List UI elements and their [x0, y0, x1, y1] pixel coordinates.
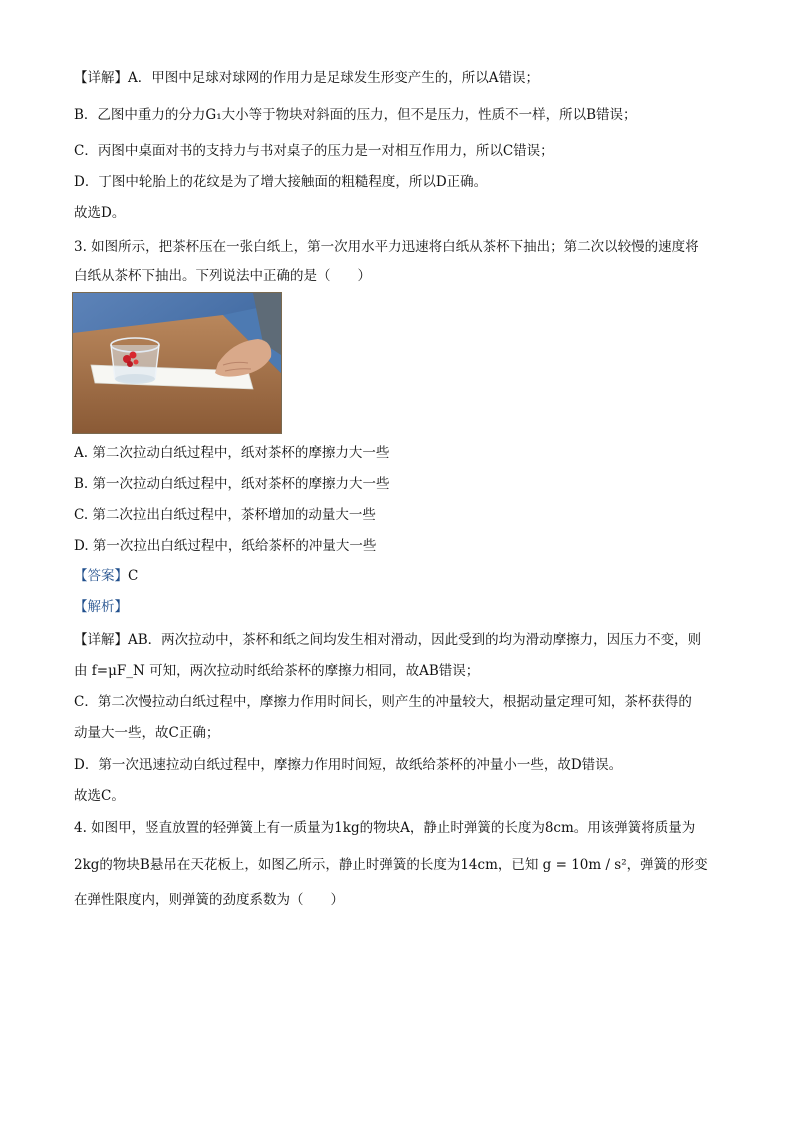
q3-stem-line1: 3. 如图所示，把茶杯压在一张白纸上，第一次用水平力迅速将白纸从茶杯下抽出；第二次以较慢的速度将: [74, 239, 699, 255]
answer-value: C: [128, 568, 139, 584]
q2-explain-c: C．丙图中桌面对书的支持力与书对桌子的压力是一对相互作用力，所以C错误；: [74, 143, 554, 159]
q2-explain-b: B．乙图中重力的分力G₁大小等于物块对斜面的压力，但不是压力，性质不一样，所以B错误；: [74, 107, 637, 123]
q3-explain-ab-line1: 【详解】AB．两次拉动中，茶杯和纸之间均发生相对滑动，因此受到的均为滑动摩擦力，因压力不变，则: [74, 632, 702, 648]
answer-label: 【答案】: [74, 568, 128, 584]
tea-cup-paper-illustration: [73, 293, 281, 433]
tea-cup-paper-photo: [72, 292, 282, 434]
q3-explain-c-line1: C．第二次慢拉动白纸过程中，摩擦力作用时间长，则产生的冲量较大，根据动量定理可知，茶杯获得的: [74, 694, 692, 710]
q3-option-a: A. 第二次拉动白纸过程中，纸对茶杯的摩擦力大一些: [74, 445, 390, 461]
q3-analysis-heading: [74, 597, 734, 617]
q3-explain-ab-line2: 由 f=μF_N 可知，两次拉动时纸给茶杯的摩擦力相同，故AB错误；: [74, 663, 480, 679]
q2-conclusion: 故选D。: [74, 205, 126, 221]
q3-option-b: B. 第一次拉动白纸过程中，纸对茶杯的摩擦力大一些: [74, 476, 390, 492]
q3-explain-d: D．第一次迅速拉动白纸过程中，摩擦力作用时间短，故纸给茶杯的冲量小一些，故D错误。: [74, 757, 623, 773]
q3-stem-line2: 白纸从茶杯下抽出。下列说法中正确的是（ ）: [74, 268, 371, 284]
q2-explain-a: 【详解】A．甲图中足球对球网的作用力是足球发生形变产生的，所以A错误；: [74, 70, 539, 86]
q3-option-d: D. 第一次拉出白纸过程中，纸给茶杯的冲量大一些: [74, 538, 377, 554]
q3-conclusion: 故选C。: [74, 788, 125, 804]
q3-answer: [74, 566, 734, 586]
q4-stem-line3: 在弹性限度内，则弹簧的劲度系数为（ ）: [74, 892, 344, 908]
q3-explain-c-line2: 动量大一些，故C正确；: [74, 725, 220, 741]
q4-stem-line1: 4. 如图甲，竖直放置的轻弹簧上有一质量为1kg的物块A，静止时弹簧的长度为8cm。用该弹簧将质量为: [74, 820, 696, 836]
q2-explain-d: D．丁图中轮胎上的花纹是为了增大接触面的粗糙程度，所以D正确。: [74, 174, 488, 190]
analysis-label: 【解析】: [74, 599, 128, 615]
q3-option-c: C. 第二次拉出白纸过程中，茶杯增加的动量大一些: [74, 507, 376, 523]
q4-stem-line2: 2kg的物块B悬吊在天花板上，如图乙所示，静止时弹簧的长度为14cm，已知 g = 10m / s²，弹簧的形变: [74, 857, 708, 873]
